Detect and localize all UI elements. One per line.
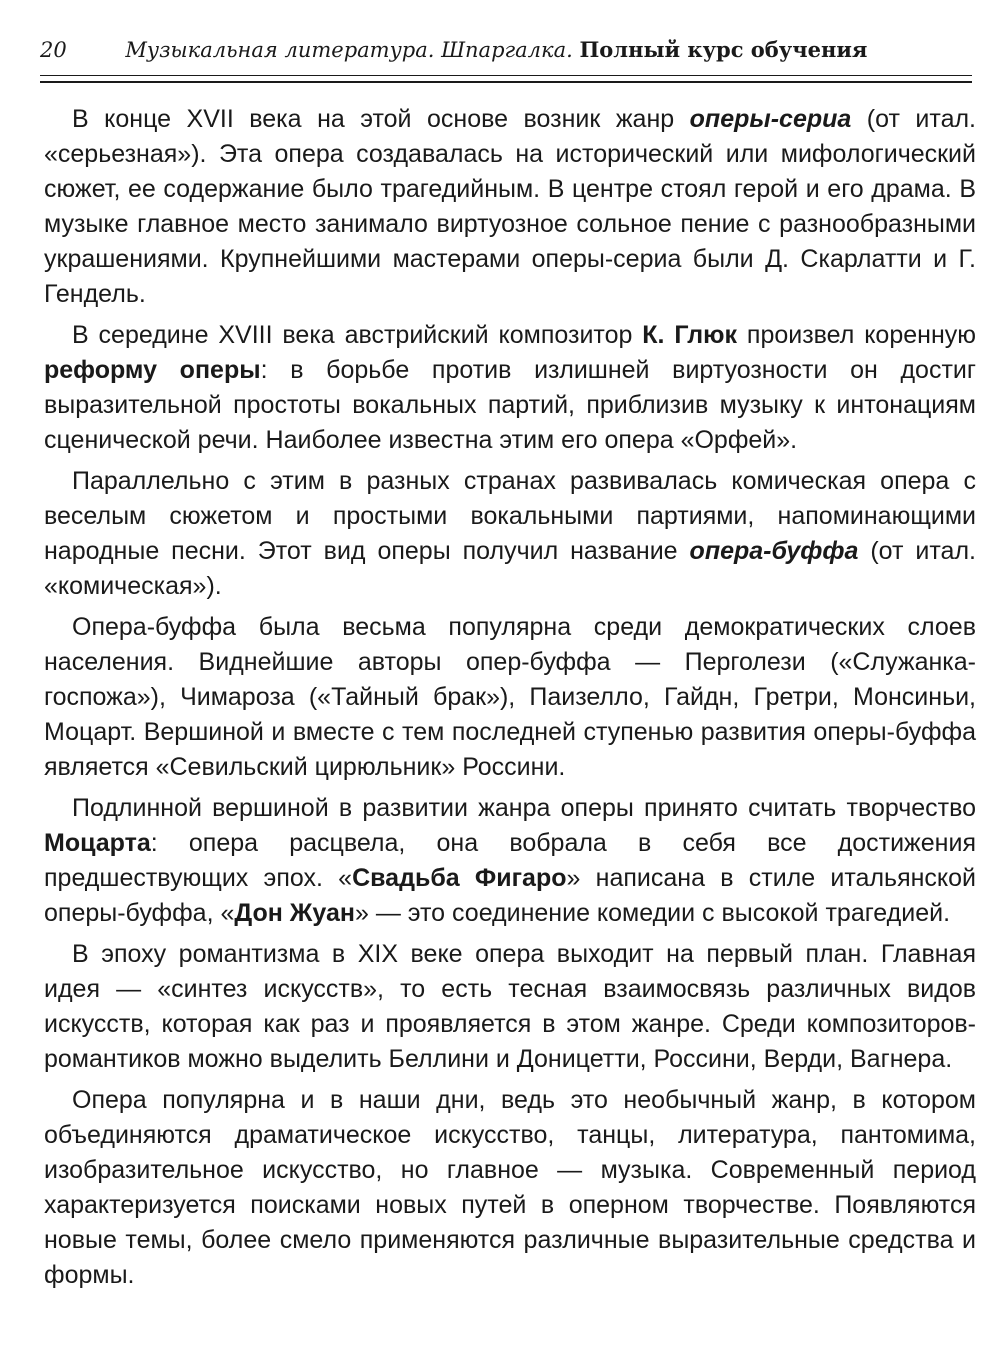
paragraph-mozart xyxy=(44,791,976,931)
text-run: » — это соединение комедии с высокой трагедией. xyxy=(354,899,951,927)
title-figaro: Свадьба Фигаро xyxy=(352,864,567,892)
text-run: : в борьбе против излишней виртуозности он достиг выразительной простоты вокальных партий, приблизив музыку к интонациям сценической речи. Наиболее известна этим его опера «Орфей». xyxy=(44,356,976,454)
text-run: Опера-буффа была весьма популярна среди демократических слоев населения. Виднейшие авторы опер-буффа — Перголези («Служанка-госпожа»), Чимароза («Тайный брак»), Паизелло, Гайдн, Гретри, Монсиньи, Моцарт. Вершиной и вместе с тем последней ступенью развития оперы-буффа является «Севильский цирюльник» Россини. xyxy=(44,613,976,781)
text-run: В середине XVIII века австрийский композитор xyxy=(72,321,643,349)
text-run: В эпоху романтизма в XIX веке опера выходит на первый план. Главная идея — «синтез искусств», то есть тесная взаимосвязь различных видов искусств, которая как раз и проявляется в этом жанре. Среди композиторов-романтиков можно выделить Беллини и Доницетти, Россини, Верди, Вагнера. xyxy=(44,940,976,1073)
text-run: Опера популярна и в наши дни, ведь это необычный жанр, в котором объединяются драматическое искусство, танцы, литература, пантомима, изобразительное искусство, но главное — музыка. Современный период характеризуется поисками новых путей в оперном творчестве. Появляются новые темы, более смело применяются различные выразительные средства и формы. xyxy=(44,1086,976,1289)
name-gluck: К. Глюк xyxy=(642,321,738,349)
term-opera-reform: реформу оперы xyxy=(44,356,261,384)
paragraph-buffa-authors xyxy=(44,610,976,785)
term-opera-buffa: опера-буффа xyxy=(689,537,859,565)
paragraph-opera-seria xyxy=(44,102,976,312)
text-run: В конце XVII века на этой основе возник жанр xyxy=(72,105,690,133)
paragraph-comic-opera xyxy=(44,464,976,604)
name-mozart: Моцарта xyxy=(44,829,151,857)
header-rule-thick xyxy=(40,81,972,83)
paragraph-modern-opera xyxy=(44,1083,976,1293)
paragraph-gluck-reform xyxy=(44,318,976,458)
paragraph-romanticism xyxy=(44,937,976,1077)
header-rule-thin xyxy=(40,75,972,76)
text-run: (от итал. «комическая»). xyxy=(44,537,976,600)
page-body xyxy=(44,102,976,1299)
text-run: (от итал. «серьезная»). Эта опера создавалась на исторический или мифологический сюжет, ее содержание было трагедийным. В центре стоял герой и его драма. В музыке главное место занимало виртуозное сольное пение с разнообразными украшениями. Крупнейшими мастерами оперы-сериа были Д. Скарлатти и Г. Гендель. xyxy=(44,105,977,308)
page-header xyxy=(40,34,970,74)
text-run: Подлинной вершиной в развитии жанра оперы принято считать творчество xyxy=(72,794,976,822)
text-run: : опера расцвела, она вобрала в себя все достижения предшествующих эпох. « xyxy=(44,829,976,892)
page-number: 20 xyxy=(40,38,67,62)
text-run: Параллельно с этим в разных странах развивалась комическая опера с веселым сюжетом и простыми вокальными партиями, напоминающими народные песни. Этот вид оперы получил название xyxy=(44,467,976,565)
running-subtitle: Полный курс обучения xyxy=(579,37,868,62)
text-run: произвел коренную xyxy=(737,321,977,349)
title-don-juan: Дон Жуан xyxy=(234,899,355,927)
running-title: Музыкальная литература. Шпаргалка. xyxy=(125,38,573,62)
term-opera-seria: оперы-сериа xyxy=(689,105,852,133)
text-run: » написана в стиле итальянской оперы-буффа, « xyxy=(44,864,977,927)
